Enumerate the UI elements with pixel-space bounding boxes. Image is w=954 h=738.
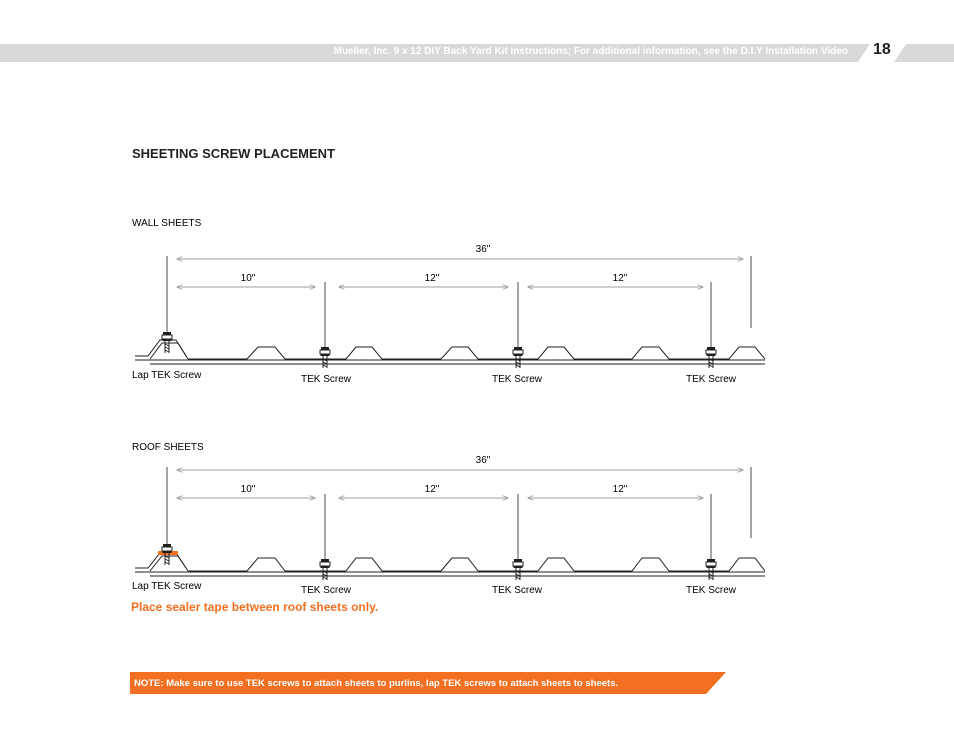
- roof-tek-screw-icon-3: [706, 559, 716, 580]
- wall-tek-screw-icon-3: [706, 347, 716, 368]
- roof-sheets-label: ROOF SHEETS: [132, 442, 204, 453]
- roof-spacing-1: 10": [240, 484, 256, 495]
- roof-total-dimension: 36": [475, 455, 491, 466]
- wall-panel-profile: [135, 340, 765, 364]
- roof-tek-screw-icon-1: [320, 559, 330, 580]
- sealer-tape-note: Place sealer tape between roof sheets only.: [131, 600, 379, 614]
- wall-lap-screw-label: Lap TEK Screw: [132, 370, 202, 381]
- roof-screw-label-2: TEK Screw: [491, 585, 543, 596]
- roof-tek-screw-icon-2: [513, 559, 523, 580]
- section-title: SHEETING SCREW PLACEMENT: [132, 146, 335, 161]
- roof-spacing-2: 12": [424, 484, 440, 495]
- note-text: NOTE: Make sure to use TEK screws to attach sheets to purlins, lap TEK screws to attach sheets to sheets.: [134, 678, 619, 689]
- roof-spacing-3: 12": [612, 484, 628, 495]
- wall-spacing-2: 12": [424, 273, 440, 284]
- wall-screw-label-3: TEK Screw: [685, 374, 737, 385]
- wall-total-dimension: 36": [475, 244, 491, 255]
- wall-sheets-label: WALL SHEETS: [132, 218, 202, 229]
- wall-screw-label-2: TEK Screw: [491, 374, 543, 385]
- page-number: 18: [873, 41, 891, 58]
- wall-screw-label-1: TEK Screw: [300, 374, 352, 385]
- wall-tek-screw-icon-1: [320, 347, 330, 368]
- wall-tek-screw-icon-2: [513, 347, 523, 368]
- roof-lap-screw-label: Lap TEK Screw: [132, 581, 202, 592]
- wall-spacing-1: 10": [240, 273, 256, 284]
- header-title: Mueller, Inc. 9 x 12 DIY Back Yard Kit Instructions; For additional information, see the D.I.Y Installation Video: [333, 46, 848, 57]
- roof-screw-label-3: TEK Screw: [685, 585, 737, 596]
- wall-spacing-3: 12": [612, 273, 628, 284]
- roof-panel-profile: [135, 553, 765, 576]
- roof-screw-label-1: TEK Screw: [300, 585, 352, 596]
